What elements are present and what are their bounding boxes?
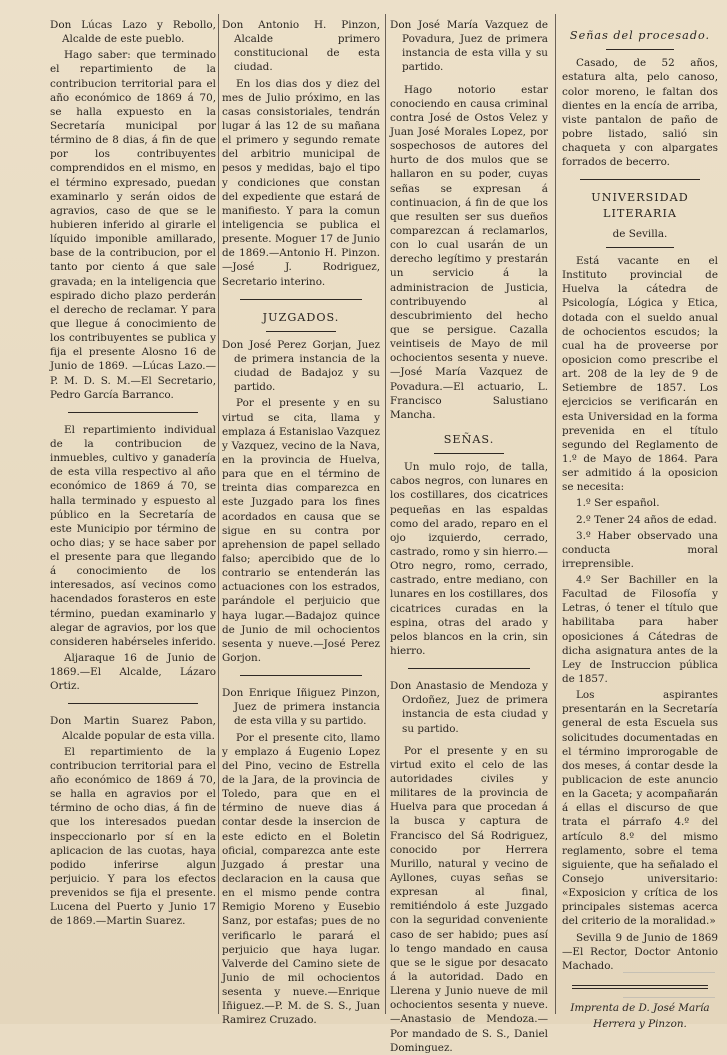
notice-heading: Don Martin Suarez Pabon, Alcalde popular de esta villa. [50, 715, 216, 742]
library-stamp [623, 972, 715, 998]
section-title: SEÑAS. [443, 432, 495, 446]
notice-body: Por el presente y en su virtud se cita, llama y emplaza á Estanislao Vazquez y Vazquez, vecino de la Nava, en la provincia de Huelva, para que en el término de treinta dias comparezca en este Juzgado para los fines acordados en causa que se sigue en su contra por aprehension de papel sellado falso; apercibido que de lo contrario se entenderán las actuaciones con los estrados, parándole el perjuicio que haya lugar.—Badajoz quince de Junio de mil ochocientos sesenta y nueve.—José Perez Gorjon. [222, 397, 380, 664]
section-rule [580, 179, 700, 180]
section-subtitle: de Sevilla. [612, 227, 668, 240]
section-title: UNIVERSIDAD LITERARIA [591, 191, 689, 220]
column-2 [222, 18, 380, 1027]
notice-body: El repartimiento individual de la contribucion de inmuebles, cultivo y ganadería de esta villa respectivo al año económico de 1869 á 70, se halla terminado y espuesto al público en la Secretaría de este Municipio por término de ocho dias; y se hace saber por el presente para que llegando á conocimiento de los interesados, así vecinos como hacendados forasteros en este término, puedan examinarlo y alegar de agravios, por los que consideren habérseles inferido. [50, 423, 216, 648]
section-rule [408, 668, 530, 669]
notice-heading: Don Anastasio de Mendoza y Ordoñez, Juez de primera instancia de esta ciudad y su partido. [390, 680, 548, 735]
column-1 [50, 18, 216, 1012]
notice-body: El repartimiento de la contribucion territorial para el año económico de 1869 á 70, se halla en agravios por el término de ocho dias, á fin de que los interesados puedan inspeccionarlo por sí en la aplicacion de las cuotas, haya podido inferirse algun perjuicio. Y para los efectos prevenidos se fija el presente. Lucena del Puerto y Junio 17 de 1869.—Martin Suarez. [50, 745, 216, 928]
requirement-item: 2.º Tener 24 años de edad. [576, 513, 717, 526]
notice-body: Los aspirantes presentarán en la Secretaría general de esta Escuela sus solicitudes documentadas en el término improrogable de dos meses, á contar desde la publicacion de este anuncio en la Gaceta; y acompañarán á ellas el discurso de que trata el párrafo 4.º del artículo 8.º del mismo reglamento, sobre el tema siguiente, que ha señalado el Consejo universitario: «Exposicion y crítica de los principales sistemas acerca del criterio de la moralidad.» [562, 689, 718, 928]
notice-heading: Don Antonio H. Pinzon, Alcalde primero constitucional de esta ciudad. [222, 19, 380, 74]
notice-body: Hago saber: que terminado el repartimiento de la contribucion territorial para el año económico de 1869 á 70, se halla expuesto en la Secretaría municipal por término de 8 dias, á fin de que por los contribuyentes comprendidos en el mismo, en el término expresado, puedan examinarlo y serán oidos de agravios, caso de que se le hubieren inferido al girarle el líquido imponible amillarado, base de la contribucion, por el tanto por ciento á que sale gravada; en la inteligencia que espirado dicho plazo perderán el derecho de reclamar. Y para que llegue á conocimiento de los contribuyentes se publica y fija el presente Alosno 16 de Junio de 1869. —Lúcas Lazo.—P. M. D. S. M.—El Secretario, Pedro García Barranco. [50, 49, 216, 401]
short-rule [434, 453, 504, 454]
notice-body: Por el presente cito, llamo y emplazo á Eugenio Lopez del Pino, vecino de Estrella de la Jara, de la provincia de Toledo, para que en el término de nueve dias á contar desde la insercion de este edicto en el Boletin oficial, comparezca ante este Juzgado á prestar una declaracion en la causa que en el mismo pende contra Remigio Moreno y Eusebio Sanz, por estafas; pues de no verificarlo le parará el perjuicio que haya lugar. Valverde del Camino siete de Junio de mil ochocientos sesenta y nueve.—Enrique Iñiguez.—P. M. de S. S., Juan Ramirez Cruzado. [222, 731, 380, 1027]
section-title: Señas del procesado. [569, 29, 711, 42]
notice-body: En los dias dos y diez del mes de Julio próximo, en las casas consistoriales, tendrán lugar á las 12 de su mañana el primero y segundo remate del arbitrio municipal de pesos y medidas, bajo el tipo y condiciones que constan del expediente que estará de manifiesto. Y para la comun inteligencia se publica el presente. Moguer 17 de Junio de 1869.—Antonio H. Pinzon.—José J. Rodriguez, Secretario interino. [222, 77, 380, 288]
requirement-item: 3.º Haber observado una conducta moral irreprensible. [562, 529, 718, 570]
section-rule [240, 675, 362, 676]
section-rule [68, 703, 198, 704]
requirement-item: 1.º Ser español. [576, 497, 660, 510]
section-rule [240, 299, 362, 300]
requirement-item: 4.º Ser Bachiller en la Facultad de Filosofía y Letras, ó tener el título que habilitaba para haber oposiciones á Cátedras de dicha asignatura antes de la Ley de Instruccion pública de 1857. [562, 574, 718, 686]
notice-body: Casado, de 52 años, estatura alta, pelo canoso, color moreno, le faltan dos dientes en la encía de arriba, viste pantalon de paño de pobre listado, salió sin chaqueta y con alpargates forrados de becerro. [562, 57, 718, 169]
notice-body: Por el presente y en su virtud exito el celo de las autoridades civiles y militares de la provincia de Huelva para que procedan á la busca y captura de Francisco del Sá Rodriguez, conocido por Herrera Murillo, natural y vecino de Ayllones, cuyas señas se expresan al final, remitiéndolo á este Juzgado con la seguridad conveniente caso de ser habido; pues así lo tengo mandado en causa que se le sigue por desacato á la autoridad. Dado en Llerena y Junio nueve de mil ochocientos sesenta y nueve.—Anastasio de Mendoza.—Por mandado de S. S., Daniel Dominguez. [390, 744, 548, 1054]
imprint-line: Imprenta de D. José María [570, 1002, 710, 1014]
notice-heading: Don José Perez Gorjan, Juez de primera instancia de la ciudad de Badajoz y su partido. [222, 338, 380, 394]
notice-signature: Sevilla 9 de Junio de 1869 —El Rector, Doctor Antonio Machado. [562, 931, 718, 972]
notice-heading: Don Enrique Iñiguez Pinzon, Juez de primera instancia de esta villa y su partido. [222, 687, 380, 728]
imprint-line: Herrera y Pinzon. [593, 1018, 687, 1031]
column-divider [385, 14, 386, 1014]
short-rule [266, 331, 336, 332]
column-3 [390, 18, 548, 1054]
notice-heading: Don José María Vazquez de Povadura, Juez de primera instancia de esta villa y su partido. [390, 19, 548, 74]
short-rule [606, 247, 674, 248]
section-rule [68, 412, 198, 413]
notice-heading: Don Lúcas Lazo y Rebollo, Alcalde de este pueblo. [50, 19, 216, 46]
column-4 [562, 18, 718, 1031]
notice-body: Un mulo rojo, de talla, cabos negros, con lunares en los costillares, dos cicatrices pequeñas en las espaldas como del arado, reparo en el ojo izquierdo, cerrado, castrado, romo y sin hierro.—Otro negro, romo, cerrado, castrado, entre mediano, con lunares en los costillares, dos cicatrices curadas en la espina, otras del arado y pelos blancos en la crin, sin hierro. [390, 461, 548, 657]
short-rule [606, 49, 674, 50]
column-divider [555, 14, 556, 1014]
notice-signature: Aljaraque 16 de Junio de 1869.—El Alcalde, Lázaro Ortiz. [50, 652, 216, 693]
notice-body: Hago notorio estar conociendo en causa criminal contra José de Ostos Velez y Juan José Morales Lopez, por sospechosos de autores del hurto de dos mulos que se hallaron en su poder, cuyas señas se expresan á continuacion, á fin de que los que resulten ser sus dueños comparezcan á reclamarlos, con lo cual usarán de un derecho legítimo y prestarán un servicio á la administracion de Justicia, contribuyendo al descubrimiento del hecho que se persigue. Cazalla veintiseis de Mayo de mil ochocientos sesenta y nueve.—José María Vazquez de Povadura.—El actuario, L. Francisco Salustiano Mancha. [390, 83, 548, 421]
notice-body: Está vacante en el Instituto provincial de Huelva la cátedra de Psicología, Lógica y Etica, dotada con el sueldo anual de ochocientos escudos; la cual ha de proveerse por oposicion como prescribe el art. 208 de la ley de 9 de Setiembre de 1857. Los ejercicios se verificarán en esta Universidad en la forma prevenida en el título segundo del Reglamento de 1.º de Mayo de 1864. Para ser admitido á la oposicion se necesita: [562, 254, 718, 494]
section-title: JUZGADOS. [262, 310, 340, 324]
column-divider [218, 14, 219, 1014]
